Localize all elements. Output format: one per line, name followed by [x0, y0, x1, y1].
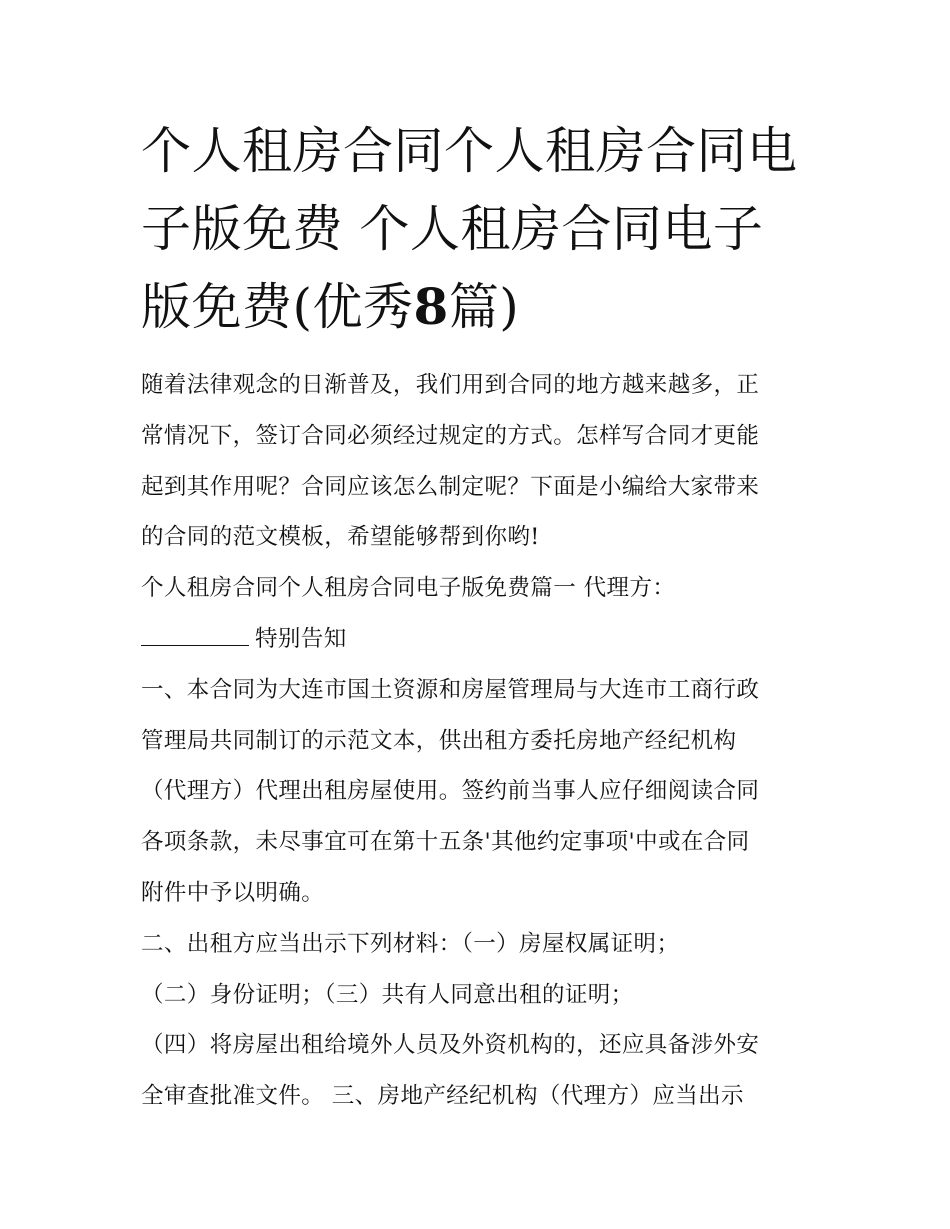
- clause-line-2: 管理局共同制订的示范文本，供出租方委托房地产经纪机构: [141, 727, 737, 754]
- intro-line-4: 的合同的范文模板，希望能够帮到你哟!: [141, 524, 540, 551]
- clause-line-4: 各项条款，未尽事宜可在第十五条'其他约定事项'中或在合同: [141, 829, 750, 856]
- clause-line-3: （代理方）代理出租房屋使用。签约前当事人应仔细阅读合同: [141, 778, 760, 805]
- title-text-2: 篇): [448, 278, 520, 336]
- clause-line-5: 附件中予以明确。: [141, 879, 325, 906]
- section-heading-line: 个人租房合同个人租房合同电子版免费篇一 代理方：: [141, 575, 676, 602]
- title-text-1: 个人租房合同个人租房合同电子版免费 个人租房合同电子版免费(优秀: [141, 122, 798, 336]
- clause-line-6: 二、出租方应当出示下列材料：（一）房屋权属证明；: [141, 930, 680, 957]
- document-title: [141, 112, 811, 346]
- fill-in-blank: [141, 619, 249, 646]
- clause-line-9: 全审查批准文件。 三、房地产经纪机构（代理方）应当出示: [141, 1083, 744, 1110]
- clause-line-7: （二）身份证明；（三）共有人同意出租的证明；: [141, 981, 634, 1008]
- intro-line-2: 常情况下，签订合同必须经过规定的方式。怎样写合同才更能: [141, 422, 760, 449]
- document-body: [141, 112, 811, 1122]
- clause-line-8: （四）将房屋出租给境外人员及外资机构的，还应具备涉外安: [141, 1032, 760, 1059]
- intro-line-3: 起到其作用呢？合同应该怎么制定呢？下面是小编给大家带来: [141, 473, 760, 500]
- clause-line-1: 一、本合同为大连市国土资源和房屋管理局与大连市工商行政: [141, 676, 760, 703]
- intro-line-1: 随着法律观念的日渐普及，我们用到合同的地方越来越多，正: [141, 372, 760, 398]
- special-notice-label: 特别告知: [255, 625, 347, 652]
- title-count: 8: [413, 277, 449, 336]
- blank-line: [141, 614, 811, 665]
